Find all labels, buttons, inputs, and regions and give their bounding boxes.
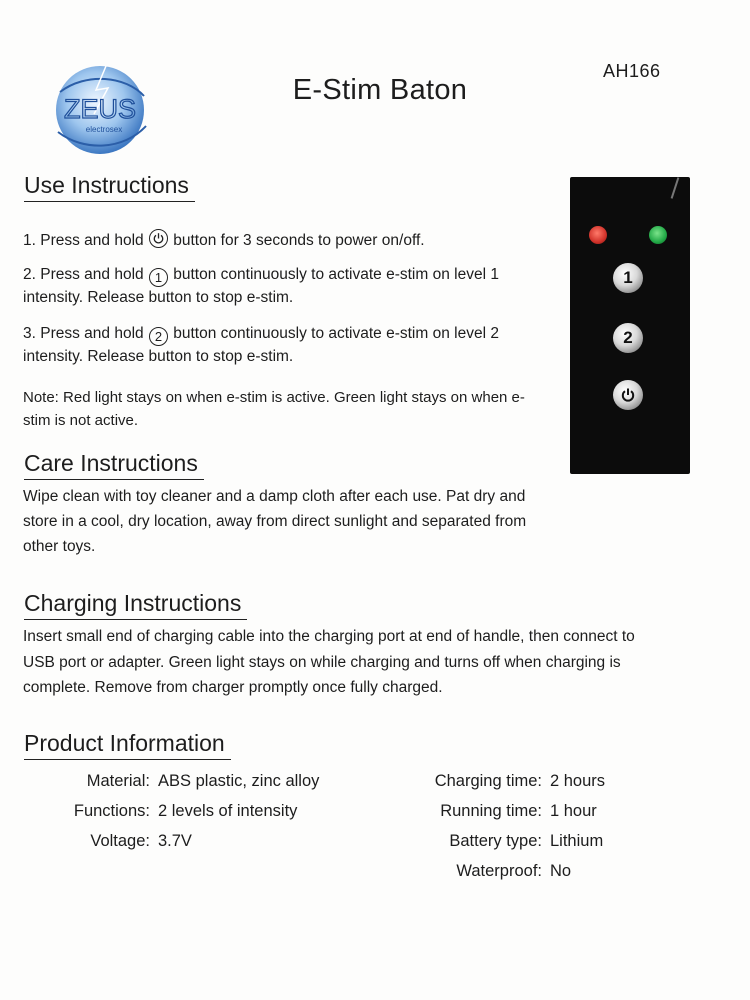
remote-power-button-icon [613, 380, 643, 410]
red-led-icon [589, 226, 607, 244]
product-information-heading: Product Information [24, 730, 231, 760]
green-led-icon [649, 226, 667, 244]
info-row-functions: Functions: 2 levels of intensity [73, 802, 298, 820]
power-icon [149, 229, 168, 248]
info-row-battery-type: Battery type: Lithium [449, 832, 604, 850]
use-note: Note: Red light stays on when e-stim is active. Green light stays on when e-stim is not active. [23, 389, 525, 429]
charging-text: Insert small end of charging cable into the charging port at end of handle, then connect to USB port or adapter. Green light stays on while charging and turns off when charging is complete. Remove from charger promptly once fully charged. [23, 628, 635, 696]
remote-control-image [570, 177, 690, 474]
zeus-logo-icon [46, 62, 154, 158]
product-info-right [400, 772, 605, 892]
use-step-1: 1. Press and hold button for 3 seconds to power on/off. [23, 229, 543, 253]
product-info-left [60, 772, 319, 862]
info-row-waterproof: Waterproof: No [456, 862, 572, 880]
level-2-symbol: 2 [149, 327, 168, 346]
logo-tagline: electrosex [85, 125, 123, 134]
info-row-voltage: Voltage: 3.7V [90, 832, 192, 850]
info-row-charging-time: Charging time: 2 hours [434, 772, 606, 790]
product-code: AH166 [603, 61, 661, 81]
level-1-symbol: 1 [149, 268, 168, 287]
use-step-3: 3. Press and hold 2 button continuously to activate e-stim on level 2 intensity. Release button to stop e-stim. [23, 325, 499, 365]
use-step-2: 2. Press and hold 1 button continuously to activate e-stim on level 1 intensity. Release button to stop e-stim. [23, 266, 499, 306]
remote-button-1: 1 [613, 263, 643, 293]
logo-brand: ZEUS [63, 94, 137, 124]
care-instructions-heading: Care Instructions [24, 450, 204, 480]
use-instructions-heading: Use Instructions [24, 172, 195, 202]
charging-instructions-heading: Charging Instructions [24, 590, 247, 620]
info-row-running-time: Running time: 1 hour [440, 802, 597, 820]
scratch-mark [671, 177, 680, 199]
info-row-material: Material: ABS plastic, zinc alloy [86, 772, 320, 790]
page-title: E-Stim Baton [292, 74, 468, 106]
care-text: Wipe clean with toy cleaner and a damp cloth after each use. Pat dry and store in a cool, dry location, away from direct sunlight and separated from other toys. [23, 488, 527, 555]
remote-button-2: 2 [613, 323, 643, 353]
